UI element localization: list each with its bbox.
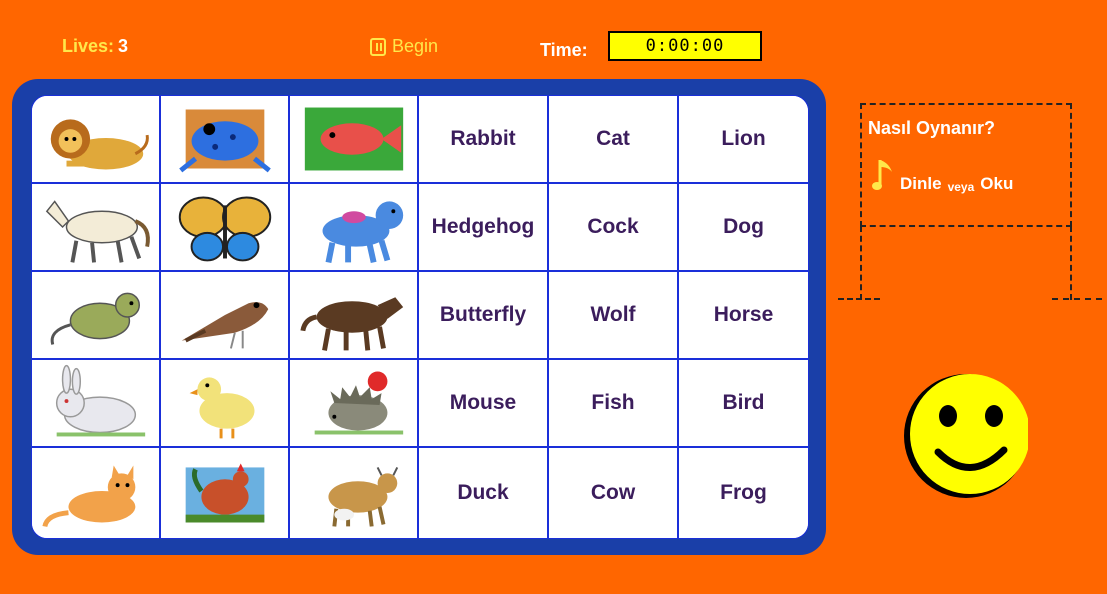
picture-card[interactable] (290, 272, 419, 360)
picture-card[interactable] (290, 184, 419, 272)
rabbit-icon (37, 363, 155, 443)
picture-card[interactable] (161, 360, 290, 448)
picture-card[interactable] (161, 448, 290, 538)
lives-label: Lives: (62, 36, 115, 56)
mouse-icon (37, 275, 155, 355)
time-label: Time: (540, 40, 588, 60)
stand-right-base (1052, 298, 1102, 300)
word-card[interactable] (679, 184, 808, 272)
word-card-label: Cat (596, 127, 630, 150)
word-card[interactable] (549, 96, 679, 184)
word-card-label: Wolf (590, 303, 636, 326)
word-card-label: Mouse (449, 391, 517, 414)
word-card[interactable] (679, 360, 808, 448)
cow-icon (295, 453, 413, 533)
word-card-label: Fish (591, 391, 635, 414)
cock-icon (166, 453, 284, 533)
stand-left-base (838, 298, 880, 300)
horse-icon (37, 187, 155, 267)
pause-icon (370, 38, 386, 56)
stand-left-post (860, 226, 862, 300)
hedgehog-icon (295, 363, 413, 443)
word-card[interactable] (679, 272, 808, 360)
word-card[interactable] (419, 96, 549, 184)
listen-option[interactable]: Dinle (900, 174, 942, 193)
word-card[interactable] (419, 360, 549, 448)
word-card[interactable] (679, 448, 808, 538)
duck-icon (166, 363, 284, 443)
timer-display: 0:00:00 (608, 31, 762, 61)
word-card[interactable] (679, 96, 808, 184)
picture-card[interactable] (32, 272, 161, 360)
butterfly-icon (166, 187, 284, 267)
word-card-label: Bird (722, 391, 765, 414)
picture-card[interactable] (161, 184, 290, 272)
picture-card[interactable] (32, 184, 161, 272)
read-option[interactable]: Oku (980, 174, 1014, 193)
word-card-label: Cow (590, 481, 636, 504)
word-card-label: Horse (713, 303, 774, 326)
word-card-label: Rabbit (450, 127, 516, 150)
picture-card[interactable] (161, 96, 290, 184)
word-card-label: Butterfly (439, 303, 527, 326)
how-to-play-options (872, 158, 1013, 194)
word-card[interactable] (419, 272, 549, 360)
smiley-face-icon (900, 372, 1028, 500)
word-card[interactable] (549, 448, 679, 538)
picture-card[interactable] (32, 448, 161, 538)
frog-icon (166, 99, 284, 179)
picture-card[interactable] (32, 96, 161, 184)
card-grid (32, 96, 808, 538)
dog-icon (295, 187, 413, 267)
word-card-label: Dog (723, 215, 764, 238)
picture-card[interactable] (32, 360, 161, 448)
how-to-play-title: Nasıl Oynanır? (868, 118, 996, 138)
word-card-label: Duck (457, 481, 509, 504)
word-card-label: Hedgehog (431, 215, 535, 238)
word-card[interactable] (549, 272, 679, 360)
picture-card[interactable] (290, 360, 419, 448)
word-card[interactable] (549, 360, 679, 448)
picture-card[interactable] (161, 272, 290, 360)
bird-icon (166, 275, 284, 355)
wolf-icon (295, 275, 413, 355)
word-card[interactable] (419, 184, 549, 272)
begin-button[interactable] (370, 36, 438, 57)
music-note-icon[interactable] (872, 158, 894, 194)
word-card[interactable] (419, 448, 549, 538)
fish-icon (295, 99, 413, 179)
word-card-label: Frog (720, 481, 767, 504)
word-card-label: Cock (587, 215, 639, 238)
matching-board (31, 95, 809, 539)
stand-right-post (1070, 226, 1072, 300)
or-text: veya (947, 180, 975, 194)
lion-icon (37, 99, 155, 179)
lives-value: 3 (118, 36, 129, 56)
word-card-label: Lion (721, 127, 766, 150)
picture-card[interactable] (290, 96, 419, 184)
cat-icon (37, 453, 155, 533)
lives-indicator (62, 36, 128, 57)
begin-label: Begin (392, 36, 439, 56)
picture-card[interactable] (290, 448, 419, 538)
word-card[interactable] (549, 184, 679, 272)
